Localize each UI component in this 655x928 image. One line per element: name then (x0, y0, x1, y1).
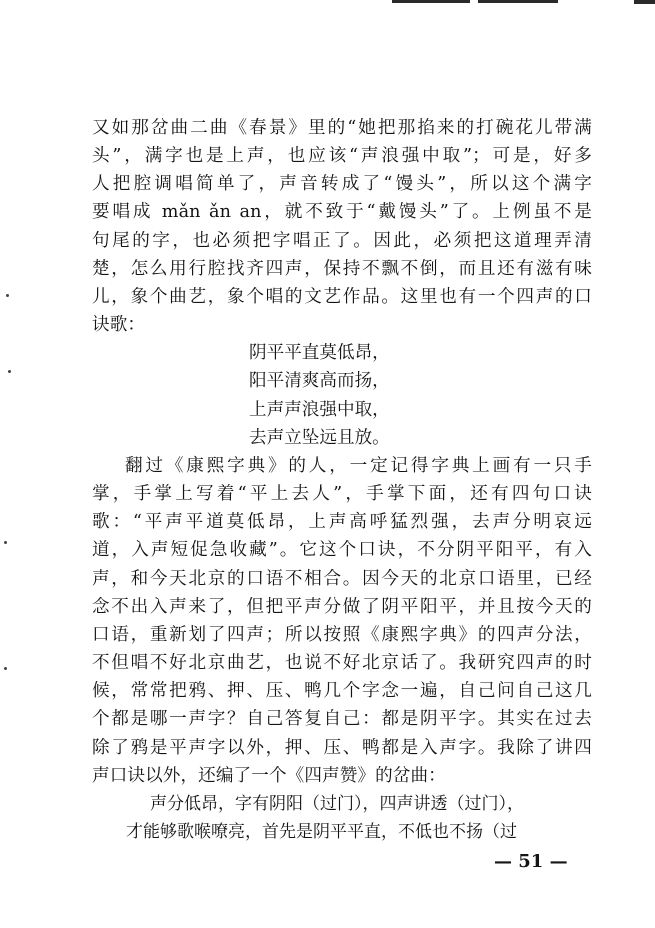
song-line: 才能够歌喉嘹亮，首先是阴平平直，不低也不扬（过 (126, 822, 517, 842)
body-line: 声口诀以外，还编了一个《四声赞》的岔曲： (92, 766, 446, 786)
body-line: 不但唱不好北京曲艺，也说不好北京话了。我研究四声的时 (92, 653, 592, 673)
margin-speck (4, 667, 7, 670)
body-line: 声，和今天北京的口语不相合。因今天的北京口语里，已经 (92, 569, 592, 589)
body-line: 儿，象个曲艺，象个唱的文艺作品。这里也有一个四声的口 (92, 287, 592, 307)
scan-edge-mark (392, 0, 470, 3)
body-line: 头”，满字也是上声，也应该“声浪强中取”；可是，好多 (92, 146, 592, 166)
verse-line: 去声立坠远且放。 (249, 428, 390, 448)
scan-edge-mark (634, 0, 655, 4)
body-line: 句尾的字，也必须把字唱正了。因此，必须把这道理弄清 (92, 231, 592, 251)
margin-speck (4, 541, 7, 544)
margin-speck (6, 294, 9, 297)
body-line: 除了鸦是平声字以外，押、压、鸭都是入声字。我除了讲四 (92, 738, 592, 758)
scan-edge-mark (478, 0, 558, 3)
verse-line: 上声声浪强中取， (249, 400, 390, 420)
body-line: 候，常常把鸦、押、压、鸭几个字念一遍，自己问自己这几 (92, 681, 592, 701)
body-line: 翻过《康熙字典》的人，一定记得字典上画有一只手 (125, 456, 592, 476)
body-line: 掌，手掌上写着“平上去人”，手掌下面，还有四句口诀 (92, 484, 592, 504)
page-number: — 51 — (494, 851, 568, 872)
verse-line: 阴平平直莫低昂， (249, 343, 390, 363)
body-line: 个都是哪一声字？自己答复自己：都是阴平字。其实在过去 (92, 709, 592, 729)
body-line: 楚，怎么用行腔找齐四声，保持不飘不倒，而且还有滋有味 (92, 259, 592, 279)
body-line: 人把腔调唱简单了，声音转成了“馒头”，所以这个满字 (92, 174, 592, 194)
body-line: 又如那岔曲二曲《春景》里的“她把那掐来的打碗花儿带满 (92, 118, 592, 138)
body-line: 念不出入声来了，但把平声分做了阴平阳平，并且按今天的 (92, 597, 592, 617)
body-line: 诀歌： (92, 315, 146, 335)
verse-line: 阳平清爽高而扬， (249, 371, 390, 391)
body-line: 歌：“平声平道莫低昂，上声高呼猛烈强，去声分明哀远 (92, 512, 592, 532)
body-line: 要唱成 mǎn ǎn an，就不致于“戴馒头”了。上例虽不是 (92, 202, 592, 222)
margin-speck (8, 370, 11, 373)
song-line: 声分低昂，字有阴阳（过门），四声讲透（过门）， (150, 794, 524, 814)
body-line: 道，入声短促急收藏”。它这个口诀，不分阴平阳平，有入 (92, 540, 592, 560)
body-line: 口语，重新划了四声；所以按照《康熙字典》的四声分法， (92, 625, 592, 645)
